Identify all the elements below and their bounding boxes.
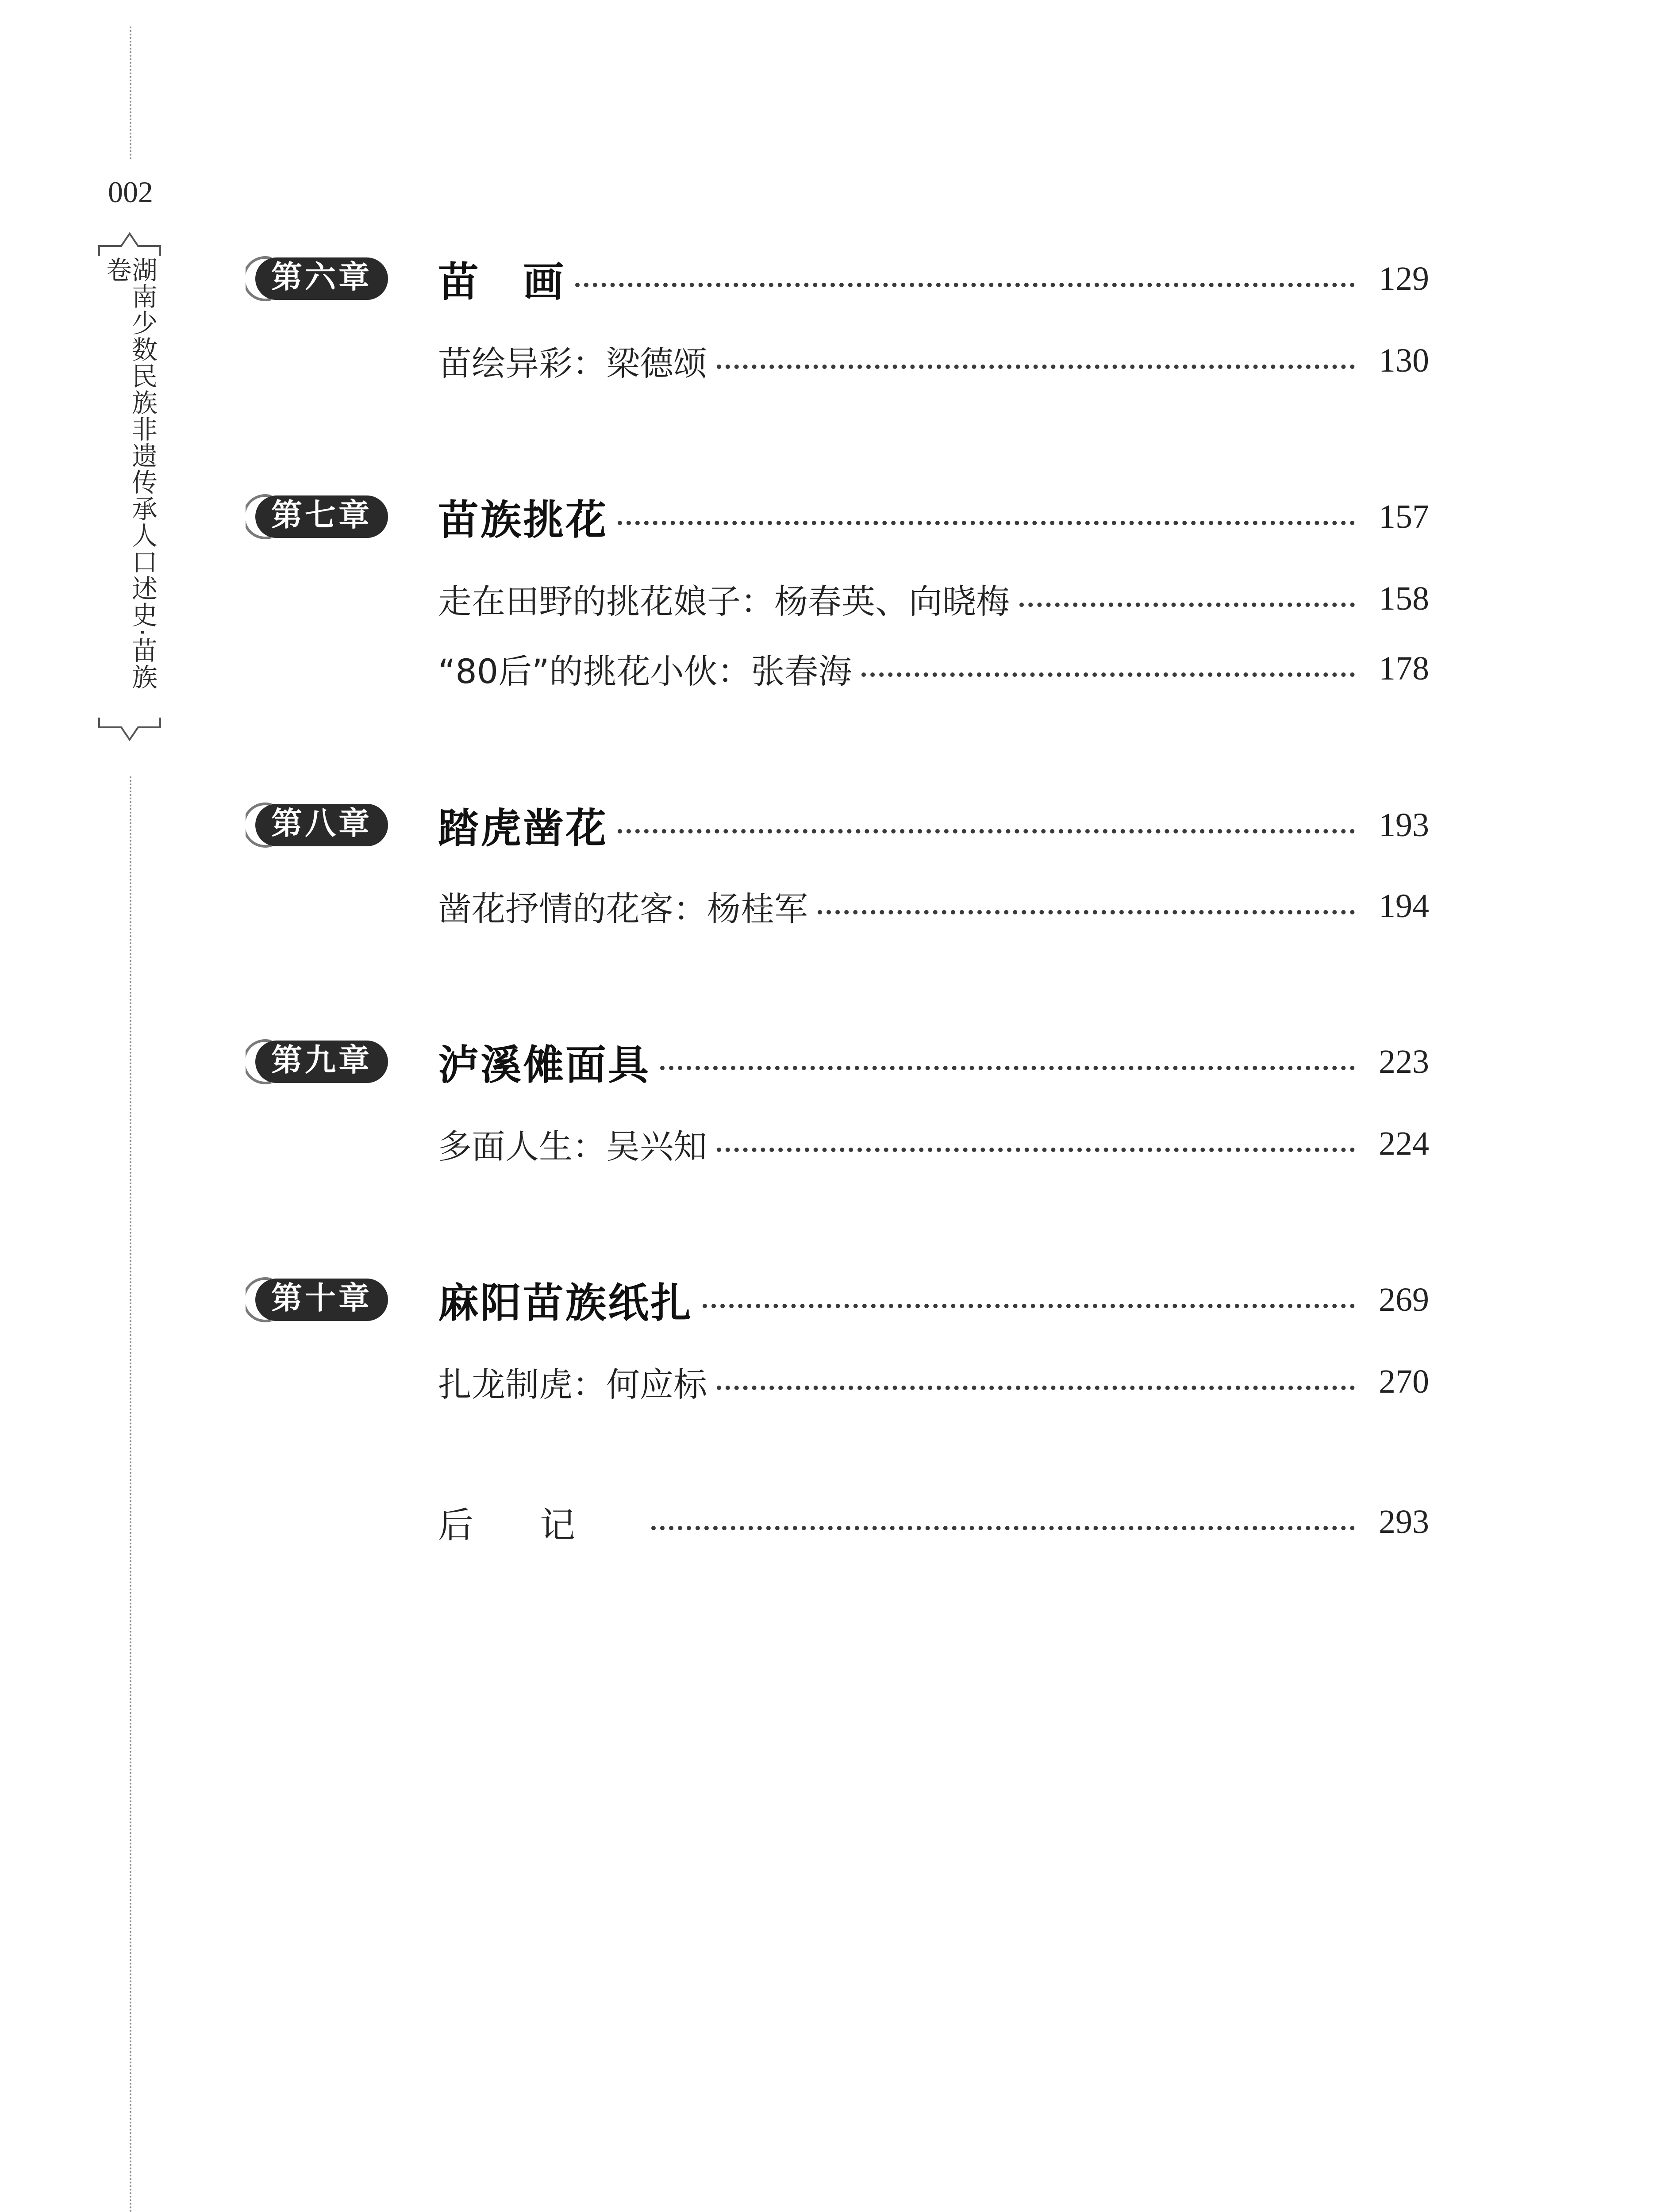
dot-leader [717,1148,1355,1152]
chapter-label: 第十章 [271,1279,372,1316]
section-title: 走在田野的挑花娘子：杨春英、向晓梅 [438,581,1010,621]
toc-chapter-entry[interactable] [438,492,1429,544]
section-title: 多面人生：吴兴知 [438,1126,707,1166]
dot-leader [818,910,1355,914]
dot-leader [703,1304,1355,1308]
dot-leader [618,829,1355,833]
chapter-label: 第九章 [271,1041,372,1078]
page-ref: 130 [1379,342,1429,379]
chapter-title: 泸溪傩面具 [438,1041,651,1089]
toc-chapter-entry[interactable] [438,1037,1429,1089]
chapter-badge [246,1035,392,1088]
section-title: “80后”的挑花小伙：张春海 [438,651,852,691]
page-ref: 224 [1379,1125,1429,1162]
dot-leader [861,672,1355,677]
chapter-title: 苗族挑花 [438,496,608,544]
toc-section-entry[interactable] [438,336,1429,385]
afterword-title: 后记 [438,1504,642,1546]
chapter-badge [246,799,392,852]
running-head-text: 湖南少数民族非遗传承人口述史·苗族卷 [102,257,158,691]
dot-leader [1019,603,1355,607]
dot-leader [575,283,1355,287]
toc-chapter-entry[interactable] [438,1275,1429,1327]
page-ref: 178 [1379,649,1429,687]
toc-section-entry[interactable] [438,644,1429,693]
dot-leader [618,521,1355,525]
page-number: 002 [108,175,153,209]
chapter-badge [246,1273,392,1326]
toc-chapter-entry[interactable] [438,254,1429,306]
chapter-badge [246,252,392,305]
dot-leader [717,1386,1355,1390]
chapter-title: 苗 画 [438,258,566,306]
page-ref: 293 [1379,1503,1429,1540]
chapter-title: 踏虎凿花 [438,804,608,852]
section-title: 凿花抒情的花客：杨桂军 [438,889,808,929]
chapter-badge [246,490,392,543]
toc-section-entry[interactable] [438,1357,1429,1406]
toc-chapter-entry[interactable] [438,801,1429,852]
toc-section-entry[interactable] [438,882,1429,930]
dot-leader [651,1526,1355,1530]
dot-leader [660,1066,1355,1070]
section-title: 苗绘异彩：梁德颂 [438,343,707,383]
toc-afterword-entry[interactable] [438,1498,1429,1546]
toc-section-entry[interactable] [438,574,1429,623]
page-ref: 193 [1379,806,1429,844]
page-ref: 223 [1379,1043,1429,1080]
chapter-label: 第六章 [271,258,372,295]
dot-leader [717,365,1355,369]
page-ref: 194 [1379,887,1429,925]
page-ref: 129 [1379,260,1429,297]
chapter-label: 第八章 [271,805,372,841]
page-ref: 158 [1379,580,1429,617]
section-title: 扎龙制虎：何应标 [438,1364,707,1404]
page-ref: 269 [1379,1281,1429,1318]
page-ref: 270 [1379,1363,1429,1400]
page-ref: 157 [1379,498,1429,535]
chapter-label: 第七章 [271,496,372,533]
chapter-title: 麻阳苗族纸扎 [438,1279,693,1327]
toc-section-entry[interactable] [438,1119,1429,1168]
